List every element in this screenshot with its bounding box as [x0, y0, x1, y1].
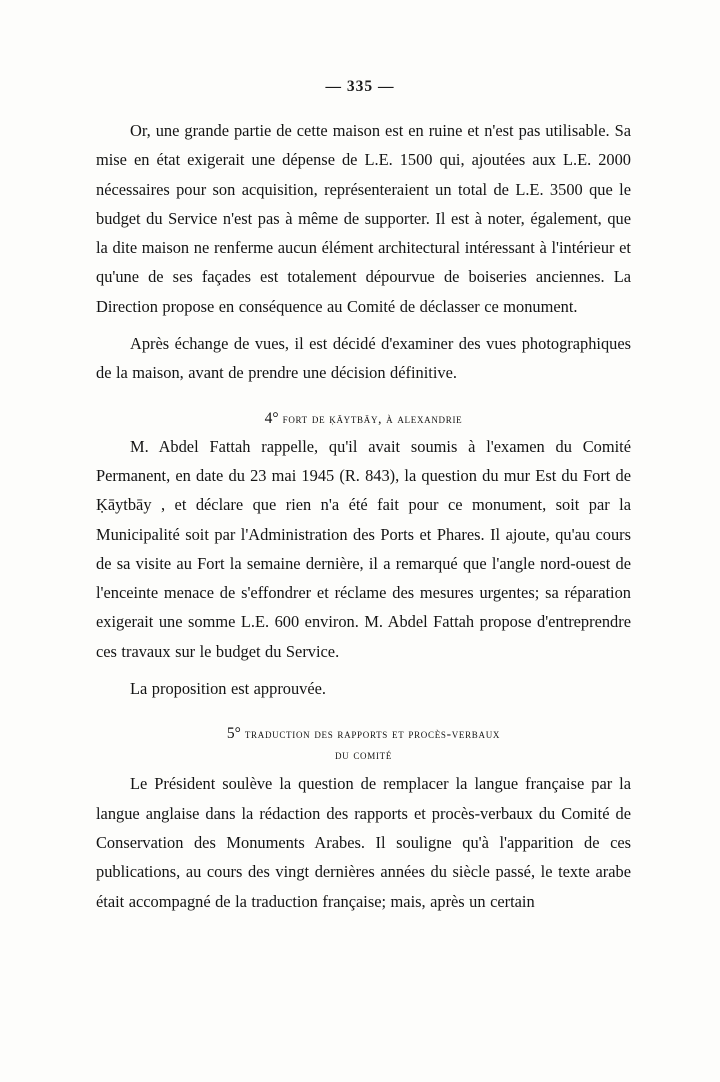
paragraph-1: Or, une grande partie de cette maison est en ruine et n'est pas utilisable. Sa mise en état exigerait une dépense de L.E. 1500 qui, ajoutées aux L.E. 2000 nécessaires pour son acquisition, représenteraient un total de L.E. 3500 que le budget du Service n'est pas à même de supporter. Il est à noter, également, que la dite maison ne renferme aucun élément architectural intéressant à l'intérieur et qu'une de ses façades est totalement dépourvue de boiseries anciennes. La Direction propose en conséquence au Comité de déclasser ce monument.	[96, 121, 631, 316]
paragraph-spacer	[96, 321, 631, 329]
page-number: — 335 —	[325, 78, 395, 95]
paragraph-5: Le Président soulève la question de remplacer la langue française par la langue anglaise dans la rédaction des rapports et procès-verbaux du Comité de Conservation des Monuments Arabes. Il souligne qu'à l'apparition de ces publications, au cours des vingt dernières années du siècle passé, le texte arabe était accompagné de la traduction française; mais, après un certain	[96, 774, 631, 911]
paragraph-3: M. Abdel Fattah rappelle, qu'il avait soumis à l'examen du Comité Permanent, en date du 23 mai 1945 (R. 843), la question du mur Est du Fort de Ḳāytbāy , et déclare que rien n'a été fait pour ce monument, soit par la Municipalité soit par l'Administration des Ports et Phares. Il ajoute, qu'au cours de sa visite au Fort la semaine dernière, il a remarqué que l'angle nord-ouest de l'enceinte menace de s'effondrer et réclame des mesures urgentes; sa réparation exigerait une somme L.E. 600 environ. M. Abdel Fattah propose d'entreprendre ces travaux sur le budget du Service.	[96, 436, 631, 661]
section-5-number: 5°	[226, 725, 241, 743]
section-4-number: 4°	[264, 409, 279, 427]
page-content	[96, 116, 631, 916]
section-5-title: traduction des rapports et procès-verbaux	[244, 726, 501, 742]
paragraph-spacer-2	[96, 666, 631, 674]
paragraph-2: Après échange de vues, il est décidé d'examiner des vues photographiques de la maison, avant de prendre une décision définitive.	[96, 334, 631, 383]
section-4-title: fort de ḳāytbāy, à alexandrie	[282, 410, 463, 426]
section-heading-5	[96, 725, 631, 743]
section-heading-4	[96, 410, 631, 428]
paragraph-4: La proposition est approuvée.	[130, 679, 327, 699]
section-5-subtitle: du comité	[334, 747, 393, 763]
